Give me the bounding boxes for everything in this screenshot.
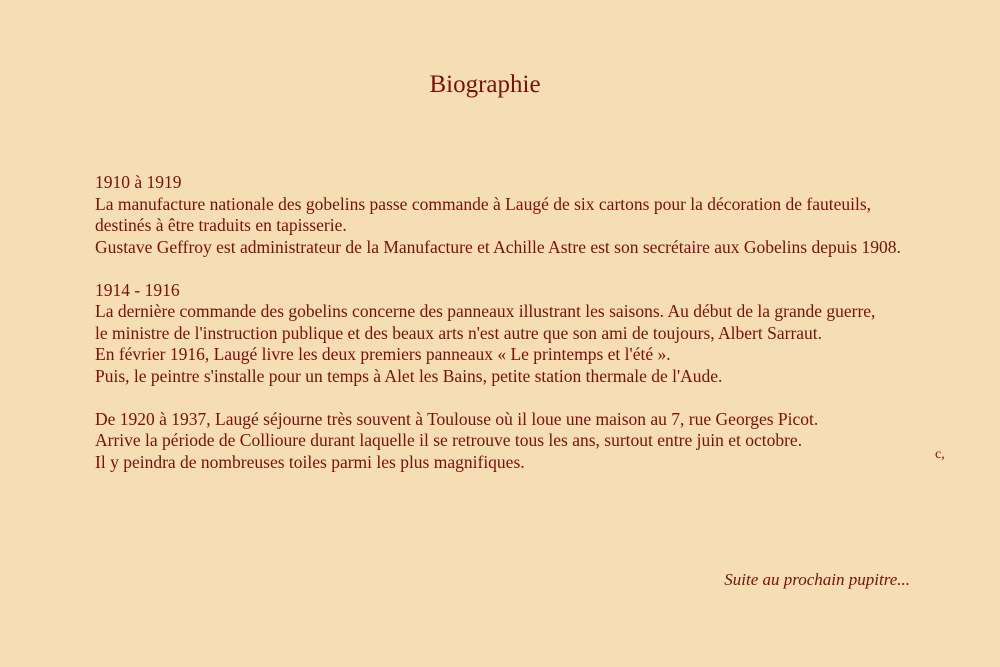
stray-mark: c, (935, 447, 945, 462)
biography-section-1914-1916 (95, 280, 975, 388)
section-line: En février 1916, Laugé livre les deux premiers panneaux « Le printemps et l'été ». (95, 344, 671, 364)
page-title: Biographie (429, 71, 541, 98)
section-line: Il y peindra de nombreuses toiles parmi les plus magnifiques. (95, 451, 525, 472)
biography-section-1910-1919 (95, 172, 975, 258)
biography-section-1920-1937 (95, 409, 975, 474)
section-line: La manufacture nationale des gobelins passe commande à Laugé de six cartons pour la décoration de fauteuils, (95, 193, 872, 214)
footer-next-page-text: Suite au prochain pupitre... (724, 570, 910, 589)
section-line: Arrive la période de Collioure durant laquelle il se retrouve tous les ans, surtout entre juin et octobre. (95, 430, 803, 450)
biography-content (95, 172, 975, 495)
section-line: Gustave Geffroy est administrateur de la Manufacture et Achille Astre est son secrétaire aux Gobelins depuis 1908. (95, 236, 901, 257)
section-line: le ministre de l'instruction publique et des beaux arts n'est autre que son ami de toujours, Albert Sarraut. (95, 322, 823, 343)
section-heading: 1910 à 1919 (95, 172, 182, 192)
section-line: destinés à être traduits en tapisserie. (95, 215, 347, 235)
section-heading: 1914 - 1916 (95, 279, 180, 300)
section-line: Puis, le peintre s'installe pour un temps à Alet les Bains, petite station thermale de l'Aude. (95, 365, 723, 386)
section-line: La dernière commande des gobelins concerne des panneaux illustrant les saisons. Au début de la grande guerre, (95, 301, 876, 321)
section-line: De 1920 à 1937, Laugé séjourne très souvent à Toulouse où il loue une maison au 7, rue Georges Picot. (95, 408, 819, 429)
